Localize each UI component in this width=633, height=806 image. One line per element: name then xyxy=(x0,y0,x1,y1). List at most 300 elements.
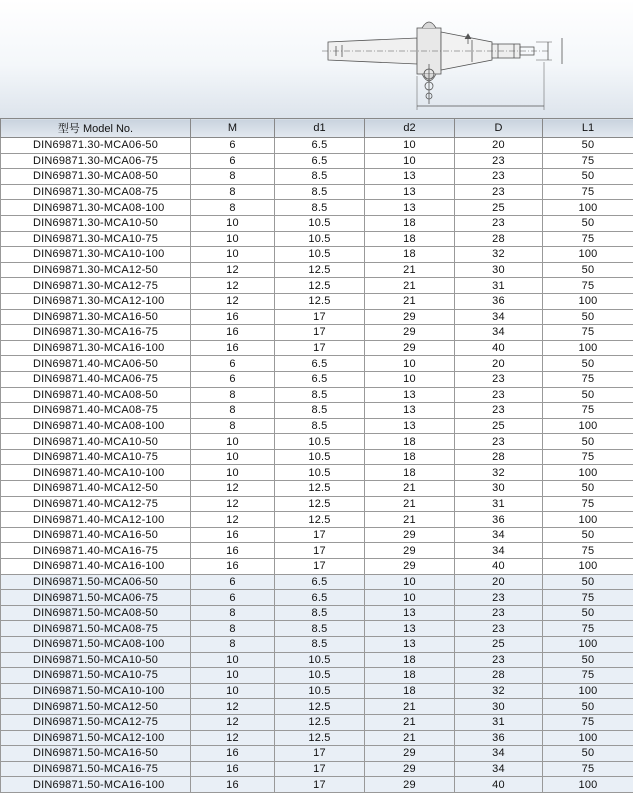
cell-l1: 75 xyxy=(543,621,633,637)
cell-d2: 29 xyxy=(365,777,455,793)
cell-d2: 13 xyxy=(365,621,455,637)
table-row xyxy=(1,543,633,559)
cell-d1: 10.5 xyxy=(275,434,365,450)
cell-l1: 75 xyxy=(543,231,633,247)
cell-m: 16 xyxy=(191,761,275,777)
cell-d2: 13 xyxy=(365,184,455,200)
table-row xyxy=(1,200,633,216)
cell-model: DIN69871.30-MCA08-100 xyxy=(1,200,191,216)
table-row xyxy=(1,761,633,777)
table-row xyxy=(1,527,633,543)
cell-model: DIN69871.30-MCA10-75 xyxy=(1,231,191,247)
cell-d2: 29 xyxy=(365,309,455,325)
cell-d1: 17 xyxy=(275,777,365,793)
cell-d2: 29 xyxy=(365,543,455,559)
cell-diameter: 31 xyxy=(455,496,543,512)
cell-m: 16 xyxy=(191,777,275,793)
cell-l1: 75 xyxy=(543,761,633,777)
cell-l1: 100 xyxy=(543,465,633,481)
table-row xyxy=(1,652,633,668)
cell-m: 12 xyxy=(191,714,275,730)
cell-d1: 17 xyxy=(275,761,365,777)
table-row xyxy=(1,590,633,606)
cell-d1: 10.5 xyxy=(275,449,365,465)
cell-model: DIN69871.50-MCA08-50 xyxy=(1,605,191,621)
cell-diameter: 20 xyxy=(455,138,543,154)
cell-model: DIN69871.30-MCA12-75 xyxy=(1,278,191,294)
cell-l1: 75 xyxy=(543,184,633,200)
cell-model: DIN69871.30-MCA12-100 xyxy=(1,293,191,309)
cell-model: DIN69871.40-MCA06-50 xyxy=(1,356,191,372)
cell-d1: 6.5 xyxy=(275,138,365,154)
cell-m: 6 xyxy=(191,590,275,606)
cell-l1: 75 xyxy=(543,371,633,387)
cell-l1: 75 xyxy=(543,590,633,606)
cell-m: 8 xyxy=(191,605,275,621)
cell-d1: 17 xyxy=(275,746,365,762)
cell-d2: 29 xyxy=(365,761,455,777)
cell-l1: 100 xyxy=(543,683,633,699)
cell-diameter: 23 xyxy=(455,652,543,668)
cell-m: 12 xyxy=(191,262,275,278)
cell-diameter: 30 xyxy=(455,481,543,497)
table-row xyxy=(1,496,633,512)
cell-l1: 100 xyxy=(543,293,633,309)
cell-model: DIN69871.50-MCA16-100 xyxy=(1,777,191,793)
cell-model: DIN69871.40-MCA12-75 xyxy=(1,496,191,512)
cell-l1: 75 xyxy=(543,325,633,341)
table-row xyxy=(1,262,633,278)
cell-m: 6 xyxy=(191,356,275,372)
cell-model: DIN69871.50-MCA10-100 xyxy=(1,683,191,699)
cell-m: 10 xyxy=(191,215,275,231)
cell-l1: 50 xyxy=(543,387,633,403)
cell-model: DIN69871.40-MCA12-100 xyxy=(1,512,191,528)
cell-d2: 13 xyxy=(365,200,455,216)
cell-m: 16 xyxy=(191,527,275,543)
cell-m: 8 xyxy=(191,200,275,216)
table-row xyxy=(1,559,633,575)
cell-d1: 6.5 xyxy=(275,356,365,372)
cell-m: 12 xyxy=(191,730,275,746)
cell-model: DIN69871.30-MCA10-50 xyxy=(1,215,191,231)
cell-d1: 6.5 xyxy=(275,590,365,606)
cell-m: 10 xyxy=(191,652,275,668)
cell-diameter: 34 xyxy=(455,761,543,777)
cell-d1: 6.5 xyxy=(275,574,365,590)
cell-m: 8 xyxy=(191,184,275,200)
cell-diameter: 28 xyxy=(455,449,543,465)
cell-diameter: 32 xyxy=(455,683,543,699)
cell-l1: 50 xyxy=(543,746,633,762)
cell-diameter: 32 xyxy=(455,247,543,263)
col-header-d1: d1 xyxy=(275,119,365,138)
cell-diameter: 36 xyxy=(455,293,543,309)
col-header-diameter: D xyxy=(455,119,543,138)
table-row xyxy=(1,278,633,294)
cell-d1: 12.5 xyxy=(275,278,365,294)
cell-m: 10 xyxy=(191,465,275,481)
table-body xyxy=(1,138,633,793)
cell-diameter: 20 xyxy=(455,574,543,590)
table-row xyxy=(1,325,633,341)
cell-d1: 6.5 xyxy=(275,371,365,387)
cell-diameter: 40 xyxy=(455,559,543,575)
cell-d2: 21 xyxy=(365,262,455,278)
cell-d1: 17 xyxy=(275,325,365,341)
cell-l1: 50 xyxy=(543,699,633,715)
cell-model: DIN69871.40-MCA16-75 xyxy=(1,543,191,559)
cell-d1: 8.5 xyxy=(275,403,365,419)
table-row xyxy=(1,605,633,621)
cell-m: 16 xyxy=(191,340,275,356)
cell-diameter: 36 xyxy=(455,730,543,746)
cell-model: DIN69871.30-MCA08-50 xyxy=(1,169,191,185)
cell-m: 10 xyxy=(191,668,275,684)
cell-d1: 10.5 xyxy=(275,652,365,668)
cell-d2: 10 xyxy=(365,590,455,606)
cell-diameter: 23 xyxy=(455,621,543,637)
cell-d1: 10.5 xyxy=(275,247,365,263)
cell-d2: 13 xyxy=(365,169,455,185)
cell-model: DIN69871.50-MCA16-75 xyxy=(1,761,191,777)
cell-model: DIN69871.40-MCA10-50 xyxy=(1,434,191,450)
table-row xyxy=(1,309,633,325)
cell-model: DIN69871.30-MCA12-50 xyxy=(1,262,191,278)
cell-d2: 13 xyxy=(365,387,455,403)
cell-diameter: 34 xyxy=(455,746,543,762)
cell-model: DIN69871.40-MCA16-100 xyxy=(1,559,191,575)
table-row xyxy=(1,215,633,231)
cell-d1: 8.5 xyxy=(275,621,365,637)
cell-d2: 10 xyxy=(365,356,455,372)
cell-d2: 13 xyxy=(365,637,455,653)
cell-diameter: 28 xyxy=(455,231,543,247)
cell-diameter: 25 xyxy=(455,418,543,434)
cell-diameter: 25 xyxy=(455,200,543,216)
col-header-model: 型号 Model No. xyxy=(1,119,191,138)
col-header-m: M xyxy=(191,119,275,138)
cell-model: DIN69871.40-MCA08-50 xyxy=(1,387,191,403)
cell-l1: 100 xyxy=(543,637,633,653)
cell-l1: 100 xyxy=(543,247,633,263)
cell-model: DIN69871.30-MCA08-75 xyxy=(1,184,191,200)
cell-d2: 29 xyxy=(365,325,455,341)
table-row xyxy=(1,730,633,746)
table-row xyxy=(1,371,633,387)
cell-d1: 17 xyxy=(275,543,365,559)
cell-model: DIN69871.40-MCA08-75 xyxy=(1,403,191,419)
cell-model: DIN69871.50-MCA10-75 xyxy=(1,668,191,684)
cell-model: DIN69871.50-MCA12-100 xyxy=(1,730,191,746)
cell-l1: 50 xyxy=(543,527,633,543)
cell-d2: 21 xyxy=(365,730,455,746)
cell-l1: 50 xyxy=(543,215,633,231)
cell-m: 16 xyxy=(191,325,275,341)
cell-m: 6 xyxy=(191,138,275,154)
cell-diameter: 23 xyxy=(455,169,543,185)
cell-diameter: 30 xyxy=(455,262,543,278)
cell-m: 16 xyxy=(191,309,275,325)
cell-l1: 50 xyxy=(543,605,633,621)
table-row xyxy=(1,465,633,481)
cell-m: 6 xyxy=(191,153,275,169)
cell-diameter: 23 xyxy=(455,605,543,621)
cell-d1: 12.5 xyxy=(275,496,365,512)
cell-diameter: 34 xyxy=(455,325,543,341)
cell-l1: 100 xyxy=(543,559,633,575)
cell-diameter: 40 xyxy=(455,777,543,793)
cell-model: DIN69871.30-MCA06-75 xyxy=(1,153,191,169)
cell-l1: 75 xyxy=(543,153,633,169)
cell-l1: 100 xyxy=(543,200,633,216)
cell-d2: 29 xyxy=(365,746,455,762)
table-row xyxy=(1,714,633,730)
cell-d1: 10.5 xyxy=(275,465,365,481)
cell-m: 12 xyxy=(191,512,275,528)
table-row xyxy=(1,247,633,263)
cell-m: 12 xyxy=(191,278,275,294)
cell-d2: 18 xyxy=(365,434,455,450)
cell-d1: 12.5 xyxy=(275,293,365,309)
cell-m: 6 xyxy=(191,371,275,387)
cell-d2: 21 xyxy=(365,714,455,730)
cell-d2: 13 xyxy=(365,605,455,621)
cell-d2: 10 xyxy=(365,153,455,169)
cell-d1: 8.5 xyxy=(275,387,365,403)
col-header-l1: L1 xyxy=(543,119,633,138)
table-row xyxy=(1,574,633,590)
cell-model: DIN69871.50-MCA12-75 xyxy=(1,714,191,730)
cell-d2: 10 xyxy=(365,371,455,387)
cell-d1: 10.5 xyxy=(275,683,365,699)
cell-model: DIN69871.50-MCA12-50 xyxy=(1,699,191,715)
cell-model: DIN69871.40-MCA10-100 xyxy=(1,465,191,481)
cell-l1: 75 xyxy=(543,496,633,512)
cell-model: DIN69871.50-MCA06-75 xyxy=(1,590,191,606)
cell-diameter: 23 xyxy=(455,184,543,200)
cell-model: DIN69871.50-MCA16-50 xyxy=(1,746,191,762)
cell-m: 12 xyxy=(191,496,275,512)
cell-model: DIN69871.50-MCA08-100 xyxy=(1,637,191,653)
cell-diameter: 25 xyxy=(455,637,543,653)
cell-d2: 21 xyxy=(365,699,455,715)
cell-d2: 18 xyxy=(365,683,455,699)
table-row xyxy=(1,184,633,200)
cell-model: DIN69871.50-MCA08-75 xyxy=(1,621,191,637)
table-row xyxy=(1,293,633,309)
cell-m: 8 xyxy=(191,169,275,185)
cell-m: 10 xyxy=(191,434,275,450)
cell-d1: 10.5 xyxy=(275,668,365,684)
cell-l1: 50 xyxy=(543,652,633,668)
cell-m: 8 xyxy=(191,418,275,434)
cell-d2: 18 xyxy=(365,247,455,263)
cell-m: 10 xyxy=(191,247,275,263)
cell-l1: 100 xyxy=(543,340,633,356)
cell-model: DIN69871.40-MCA06-75 xyxy=(1,371,191,387)
cell-d2: 18 xyxy=(365,449,455,465)
table-row xyxy=(1,449,633,465)
cell-d1: 17 xyxy=(275,340,365,356)
cell-d2: 21 xyxy=(365,496,455,512)
cell-diameter: 23 xyxy=(455,215,543,231)
cell-model: DIN69871.30-MCA16-75 xyxy=(1,325,191,341)
cell-l1: 50 xyxy=(543,434,633,450)
cell-m: 10 xyxy=(191,449,275,465)
cell-diameter: 34 xyxy=(455,543,543,559)
header-row xyxy=(1,119,633,138)
cell-l1: 100 xyxy=(543,418,633,434)
cell-l1: 75 xyxy=(543,714,633,730)
cell-m: 12 xyxy=(191,481,275,497)
cell-d2: 29 xyxy=(365,340,455,356)
cell-d1: 10.5 xyxy=(275,231,365,247)
table-row xyxy=(1,403,633,419)
cell-model: DIN69871.40-MCA12-50 xyxy=(1,481,191,497)
table-row xyxy=(1,481,633,497)
cell-d2: 18 xyxy=(365,465,455,481)
cell-model: DIN69871.30-MCA06-50 xyxy=(1,138,191,154)
cell-diameter: 36 xyxy=(455,512,543,528)
cell-diameter: 23 xyxy=(455,434,543,450)
table-row xyxy=(1,621,633,637)
table-row xyxy=(1,169,633,185)
cell-diameter: 31 xyxy=(455,714,543,730)
cell-l1: 100 xyxy=(543,730,633,746)
cell-d1: 12.5 xyxy=(275,714,365,730)
cell-diameter: 23 xyxy=(455,403,543,419)
cell-diameter: 23 xyxy=(455,590,543,606)
table-row xyxy=(1,387,633,403)
cell-d1: 12.5 xyxy=(275,699,365,715)
cell-m: 12 xyxy=(191,293,275,309)
cell-m: 8 xyxy=(191,621,275,637)
cell-model: DIN69871.50-MCA06-50 xyxy=(1,574,191,590)
cell-diameter: 20 xyxy=(455,356,543,372)
table-row xyxy=(1,699,633,715)
cell-d1: 17 xyxy=(275,309,365,325)
col-header-d2: d2 xyxy=(365,119,455,138)
cell-diameter: 23 xyxy=(455,371,543,387)
table-row xyxy=(1,434,633,450)
cell-diameter: 34 xyxy=(455,309,543,325)
cell-diameter: 32 xyxy=(455,465,543,481)
table-row xyxy=(1,512,633,528)
table-row xyxy=(1,746,633,762)
cell-l1: 75 xyxy=(543,449,633,465)
cell-model: DIN69871.40-MCA16-50 xyxy=(1,527,191,543)
cell-m: 8 xyxy=(191,403,275,419)
cell-d1: 8.5 xyxy=(275,200,365,216)
cell-d1: 12.5 xyxy=(275,262,365,278)
cell-m: 12 xyxy=(191,699,275,715)
cell-l1: 75 xyxy=(543,403,633,419)
cell-d2: 18 xyxy=(365,668,455,684)
cell-diameter: 40 xyxy=(455,340,543,356)
cell-d1: 6.5 xyxy=(275,153,365,169)
table-row xyxy=(1,668,633,684)
cell-d1: 12.5 xyxy=(275,730,365,746)
cell-d2: 29 xyxy=(365,559,455,575)
table-row xyxy=(1,231,633,247)
table-row xyxy=(1,777,633,793)
table-row xyxy=(1,683,633,699)
cell-d2: 18 xyxy=(365,215,455,231)
cell-m: 10 xyxy=(191,231,275,247)
cell-d1: 8.5 xyxy=(275,169,365,185)
cell-l1: 50 xyxy=(543,574,633,590)
cell-l1: 50 xyxy=(543,481,633,497)
cell-d1: 17 xyxy=(275,527,365,543)
cell-diameter: 30 xyxy=(455,699,543,715)
cell-m: 16 xyxy=(191,543,275,559)
cell-l1: 100 xyxy=(543,777,633,793)
cell-l1: 75 xyxy=(543,668,633,684)
table-row xyxy=(1,418,633,434)
cell-m: 10 xyxy=(191,683,275,699)
cell-d1: 8.5 xyxy=(275,637,365,653)
cell-m: 16 xyxy=(191,559,275,575)
cell-m: 8 xyxy=(191,637,275,653)
cell-m: 16 xyxy=(191,746,275,762)
cell-l1: 50 xyxy=(543,309,633,325)
table-row xyxy=(1,138,633,154)
cell-l1: 50 xyxy=(543,169,633,185)
cell-m: 8 xyxy=(191,387,275,403)
cell-model: DIN69871.50-MCA10-50 xyxy=(1,652,191,668)
cell-d2: 10 xyxy=(365,574,455,590)
cell-d2: 21 xyxy=(365,293,455,309)
cell-d1: 8.5 xyxy=(275,184,365,200)
table-row xyxy=(1,356,633,372)
cell-diameter: 23 xyxy=(455,387,543,403)
cell-diameter: 31 xyxy=(455,278,543,294)
cell-d1: 12.5 xyxy=(275,512,365,528)
cell-l1: 50 xyxy=(543,138,633,154)
cell-d2: 10 xyxy=(365,138,455,154)
cell-d1: 8.5 xyxy=(275,418,365,434)
cell-l1: 75 xyxy=(543,278,633,294)
cell-d2: 21 xyxy=(365,278,455,294)
cell-diameter: 34 xyxy=(455,527,543,543)
cell-model: DIN69871.30-MCA16-100 xyxy=(1,340,191,356)
cell-d2: 18 xyxy=(365,652,455,668)
tool-holder-drawing xyxy=(322,6,582,114)
cell-l1: 75 xyxy=(543,543,633,559)
cell-l1: 100 xyxy=(543,512,633,528)
cell-model: DIN69871.30-MCA16-50 xyxy=(1,309,191,325)
cell-l1: 50 xyxy=(543,262,633,278)
cell-d1: 17 xyxy=(275,559,365,575)
cell-model: DIN69871.30-MCA10-100 xyxy=(1,247,191,263)
cell-d2: 13 xyxy=(365,403,455,419)
cell-d2: 18 xyxy=(365,231,455,247)
table-row xyxy=(1,340,633,356)
cell-d2: 29 xyxy=(365,527,455,543)
cell-diameter: 23 xyxy=(455,153,543,169)
cell-d1: 8.5 xyxy=(275,605,365,621)
cell-d2: 13 xyxy=(365,418,455,434)
cell-diameter: 28 xyxy=(455,668,543,684)
table-row xyxy=(1,637,633,653)
cell-model: DIN69871.40-MCA10-75 xyxy=(1,449,191,465)
cell-m: 6 xyxy=(191,574,275,590)
cell-d1: 10.5 xyxy=(275,215,365,231)
spec-table xyxy=(0,118,633,793)
cell-l1: 50 xyxy=(543,356,633,372)
cell-d2: 21 xyxy=(365,512,455,528)
